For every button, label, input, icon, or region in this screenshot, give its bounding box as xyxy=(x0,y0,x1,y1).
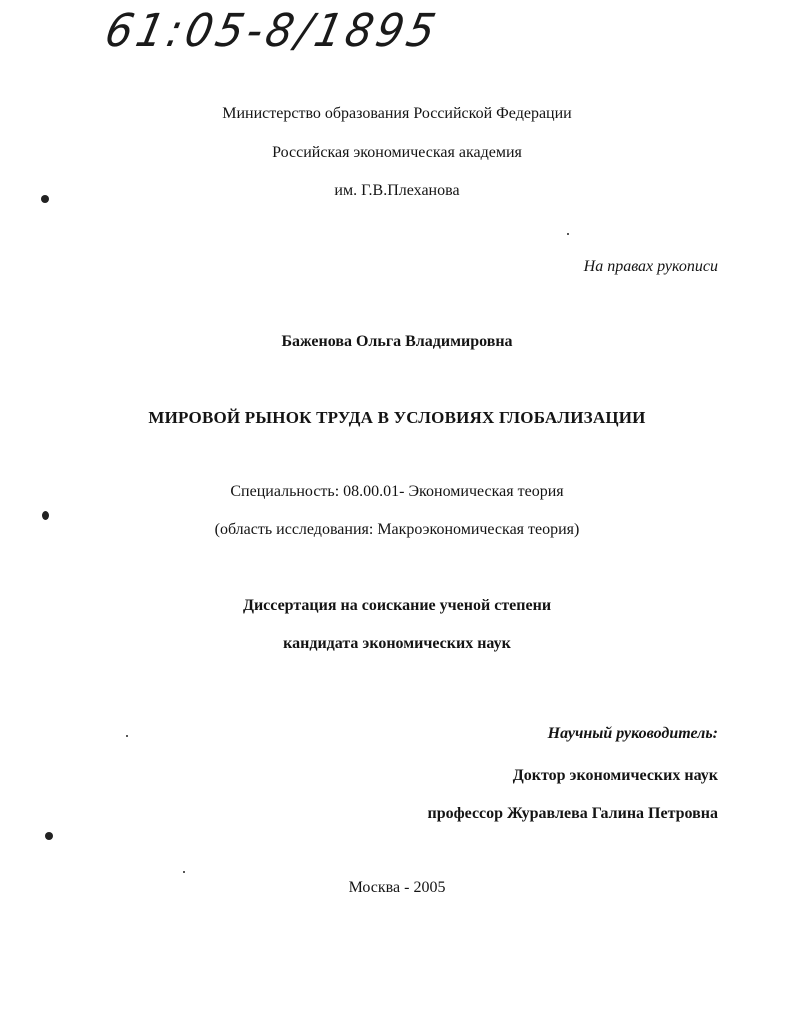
dissertation-title: МИРОВОЙ РЫНОК ТРУДА В УСЛОВИЯХ ГЛОБАЛИЗАЦИИ xyxy=(148,408,646,427)
academy-name: Российская экономическая академия xyxy=(272,144,522,161)
handwritten-archive-code: 61:05-8/1895 xyxy=(100,4,444,57)
degree-line-2: кандидата экономических наук xyxy=(283,635,511,652)
supervisor-name: профессор Журавлева Галина Петровна xyxy=(427,805,718,822)
academy-named-after: им. Г.В.Плеханова xyxy=(334,182,460,199)
scan-speck xyxy=(567,233,569,235)
scan-speck xyxy=(41,195,49,203)
specialty-line: Специальность: 08.00.01- Экономическая теория xyxy=(230,483,564,500)
scan-speck xyxy=(45,832,53,840)
degree-line-1: Диссертация на соискание ученой степени xyxy=(242,597,552,614)
research-area-line: (область исследования: Макроэкономическая теория) xyxy=(214,521,580,538)
supervisor-degree: Доктор экономических наук xyxy=(512,767,718,784)
ministry-name: Министерство образования Российской Федерации xyxy=(222,105,572,122)
scan-speck xyxy=(183,871,185,873)
rights-note: На правах рукописи xyxy=(583,258,718,275)
place-and-year: Москва - 2005 xyxy=(348,879,446,896)
scan-speck xyxy=(126,735,128,737)
author-name: Баженова Ольга Владимировна xyxy=(281,333,513,350)
scan-speck xyxy=(42,511,49,520)
supervisor-label: Научный руководитель: xyxy=(547,725,718,742)
